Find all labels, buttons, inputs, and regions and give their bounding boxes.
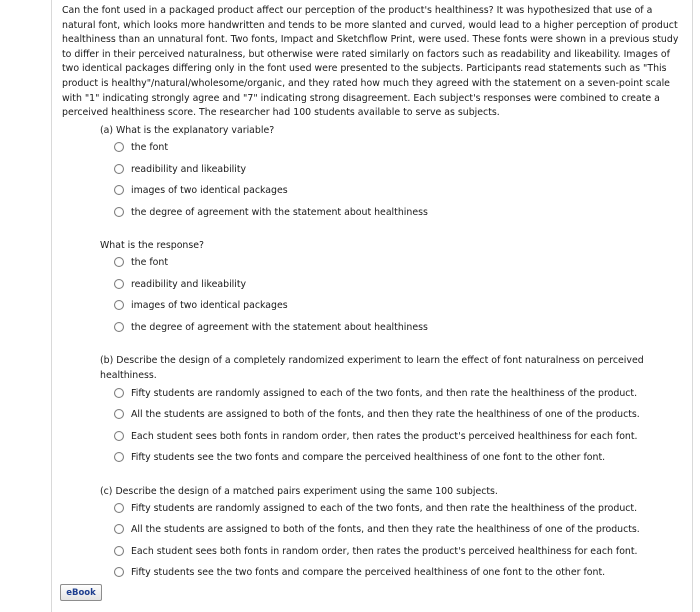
radio-button[interactable] <box>114 388 124 398</box>
radio-button[interactable] <box>114 546 124 556</box>
question-b-option-1[interactable]: Fifty students are randomly assigned to each of the two fonts, and then rate the healthiness of the product. <box>114 386 637 400</box>
question-a-option-4[interactable]: the degree of agreement with the statement about healthiness <box>114 205 428 219</box>
question-b-option-3[interactable]: Each student sees both fonts in random order, then rates the product's perceived healthiness for each font. <box>114 429 638 443</box>
question-response-option-1[interactable]: the font <box>114 255 168 269</box>
ebook-button[interactable]: eBook <box>60 584 102 601</box>
question-response-label: What is the response? <box>100 240 205 251</box>
question-c-option-4[interactable]: Fifty students see the two fonts and compare the perceived healthiness of one font to the other font. <box>114 565 605 579</box>
question-a-option-3[interactable]: images of two identical packages <box>114 183 288 197</box>
question-a-option-2[interactable]: readibility and likeability <box>114 162 246 176</box>
question-a-label: (a) What is the explanatory variable? <box>100 125 275 136</box>
question-intro: Can the font used in a packaged product affect our perception of the product's healthiness? It was hypothesized that use of a natural font, which looks more handwritten and tends to be more slanted and curved, would lead to a higher perception of product healthiness than an unnatural font. Two fonts, Impact and Sketchflow Print, were used. These fonts were shown in a previous study to differ in their perceived naturalness, but otherwise were rated similarly on factors such as readability and likeability. Images of two identical packages differing only in the font used were presented to the subjects. Participants read statements such as "This product is healthy"/natural/wholesome/organic, and they rated how much they agreed with the statement on a seven-point scale with "1" indicating strongly agree and "7" indicating strong disagreement. Each subject's responses were combined to create a perceived healthiness score. The researcher had 100 students available to serve as subjects. <box>62 5 679 119</box>
question-c-option-3[interactable]: Each student sees both fonts in random order, then rates the product's perceived healthiness for each font. <box>114 544 638 558</box>
radio-button[interactable] <box>114 164 124 174</box>
radio-button[interactable] <box>114 567 124 577</box>
radio-button[interactable] <box>114 322 124 332</box>
question-c-option-1[interactable]: Fifty students are randomly assigned to each of the two fonts, and then rate the healthiness of the product. <box>114 501 637 515</box>
question-response-option-2[interactable]: readibility and likeability <box>114 277 246 291</box>
question-c-option-2[interactable]: All the students are assigned to both of the fonts, and then they rate the healthiness of one of the products. <box>114 522 640 536</box>
question-c-label: (c) Describe the design of a matched pairs experiment using the same 100 subjects. <box>100 486 498 497</box>
radio-button[interactable] <box>114 452 124 462</box>
radio-button[interactable] <box>114 279 124 289</box>
question-b-label: (b) Describe the design of a completely randomized experiment to learn the effect of font naturalness on perceived healthiness. <box>100 355 644 381</box>
radio-button[interactable] <box>114 257 124 267</box>
radio-button[interactable] <box>114 409 124 419</box>
radio-button[interactable] <box>114 503 124 513</box>
radio-button[interactable] <box>114 524 124 534</box>
radio-button[interactable] <box>114 300 124 310</box>
question-b-option-4[interactable]: Fifty students see the two fonts and compare the perceived healthiness of one font to the other font. <box>114 450 605 464</box>
radio-button[interactable] <box>114 185 124 195</box>
question-a-option-1[interactable]: the font <box>114 140 168 154</box>
radio-button[interactable] <box>114 207 124 217</box>
question-response-option-4[interactable]: the degree of agreement with the statement about healthiness <box>114 320 428 334</box>
question-b-option-2[interactable]: All the students are assigned to both of the fonts, and then they rate the healthiness of one of the products. <box>114 407 640 421</box>
radio-button[interactable] <box>114 142 124 152</box>
radio-button[interactable] <box>114 431 124 441</box>
question-response-option-3[interactable]: images of two identical packages <box>114 298 288 312</box>
